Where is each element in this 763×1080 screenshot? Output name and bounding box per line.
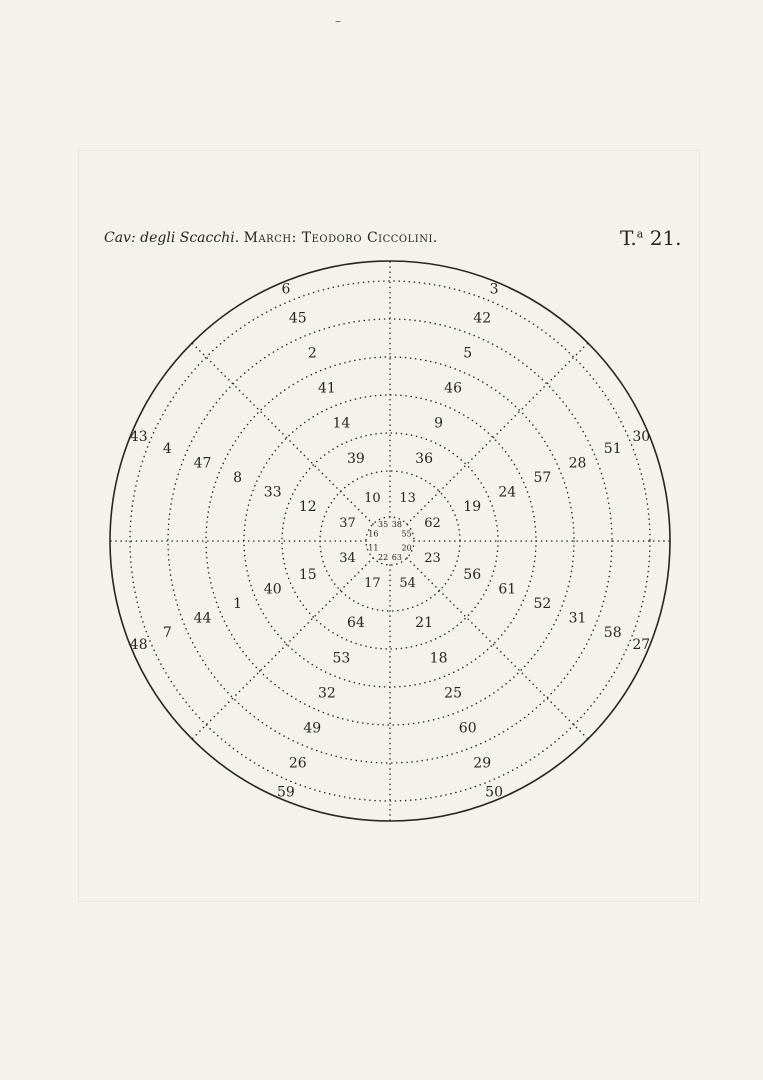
cell-label: 61 — [498, 581, 517, 598]
cell-label: 34 — [339, 551, 356, 567]
cell-label: 19 — [463, 498, 482, 515]
cell-label: 38 — [391, 519, 402, 529]
cell-label: 17 — [364, 576, 381, 591]
cell-label: 20 — [401, 543, 412, 553]
cell-label: 4 — [162, 440, 172, 457]
cell-label: 35 — [378, 519, 389, 529]
cell-label: 42 — [473, 310, 492, 327]
cell-label: 41 — [317, 380, 336, 397]
cell-label: 43 — [129, 428, 148, 445]
cell-label: 27 — [632, 637, 651, 654]
radial-line-7 — [192, 343, 373, 524]
cell-label: 9 — [434, 415, 444, 432]
author-name: March: Teodoro Ciccolini. — [243, 230, 438, 246]
cell-label: 49 — [303, 720, 322, 737]
cell-label: 1 — [233, 596, 243, 613]
cell-label: 5 — [463, 345, 473, 362]
cell-label: 21 — [415, 615, 434, 632]
cell-label: 45 — [288, 310, 307, 327]
cell-label: 3 — [489, 281, 499, 298]
cell-label: 2 — [307, 345, 317, 362]
cell-label: 22 — [378, 553, 389, 563]
cell-label: 55 — [401, 529, 412, 539]
cell-label: 58 — [603, 625, 622, 642]
cell-label: 46 — [444, 380, 463, 397]
cell-label: 48 — [129, 637, 148, 654]
cell-label: 15 — [298, 567, 317, 584]
cell-label: 18 — [429, 650, 448, 667]
cell-label: 53 — [332, 650, 351, 667]
author-prefix: Cav: degli Scacchi. — [104, 230, 240, 246]
cell-label: 40 — [263, 581, 282, 598]
cell-label: 56 — [463, 567, 482, 584]
cell-label: 63 — [391, 553, 402, 563]
cell-label: 37 — [339, 515, 356, 531]
cell-label: 64 — [346, 615, 365, 632]
cell-label: 39 — [346, 450, 365, 467]
cell-label: 44 — [193, 610, 212, 627]
cell-label: 26 — [288, 755, 307, 772]
cell-label: 28 — [568, 455, 587, 472]
cell-label: 24 — [498, 484, 517, 501]
plate-label: T. — [620, 226, 637, 250]
cell-label: 62 — [424, 515, 441, 531]
cell-label: 30 — [632, 428, 651, 445]
cell-label: 57 — [533, 469, 552, 486]
cell-label: 59 — [276, 784, 295, 801]
cell-label: 33 — [263, 484, 282, 501]
cell-label: 12 — [298, 498, 317, 515]
cell-label: 47 — [193, 455, 212, 472]
dotted-ring-4 — [244, 395, 536, 687]
cell-label: 14 — [332, 415, 351, 432]
cell-label: 32 — [317, 685, 336, 702]
top-mark: – — [335, 14, 341, 28]
cell-label: 60 — [458, 720, 477, 737]
plate-sup: a — [636, 227, 644, 241]
cell-label: 51 — [603, 440, 622, 457]
cell-label: 36 — [415, 450, 434, 467]
board-grid — [110, 261, 670, 821]
cell-label: 54 — [399, 576, 416, 591]
cell-label: 10 — [364, 491, 381, 506]
plate-number-value: 21. — [649, 226, 682, 250]
cell-label: 29 — [473, 755, 492, 772]
cell-label: 31 — [568, 610, 587, 627]
cell-label: 8 — [233, 469, 243, 486]
radial-line-5 — [192, 558, 373, 739]
cell-label: 6 — [281, 281, 291, 298]
cell-label: 25 — [444, 685, 463, 702]
cell-label: 16 — [368, 529, 379, 539]
cell-label: 11 — [368, 543, 379, 553]
cell-label: 50 — [485, 784, 504, 801]
cell-label: 23 — [424, 551, 441, 567]
cell-label: 7 — [162, 625, 172, 642]
dotted-ring-6 — [168, 319, 612, 763]
cell-label: 13 — [399, 491, 416, 506]
cell-label: 52 — [533, 596, 552, 613]
